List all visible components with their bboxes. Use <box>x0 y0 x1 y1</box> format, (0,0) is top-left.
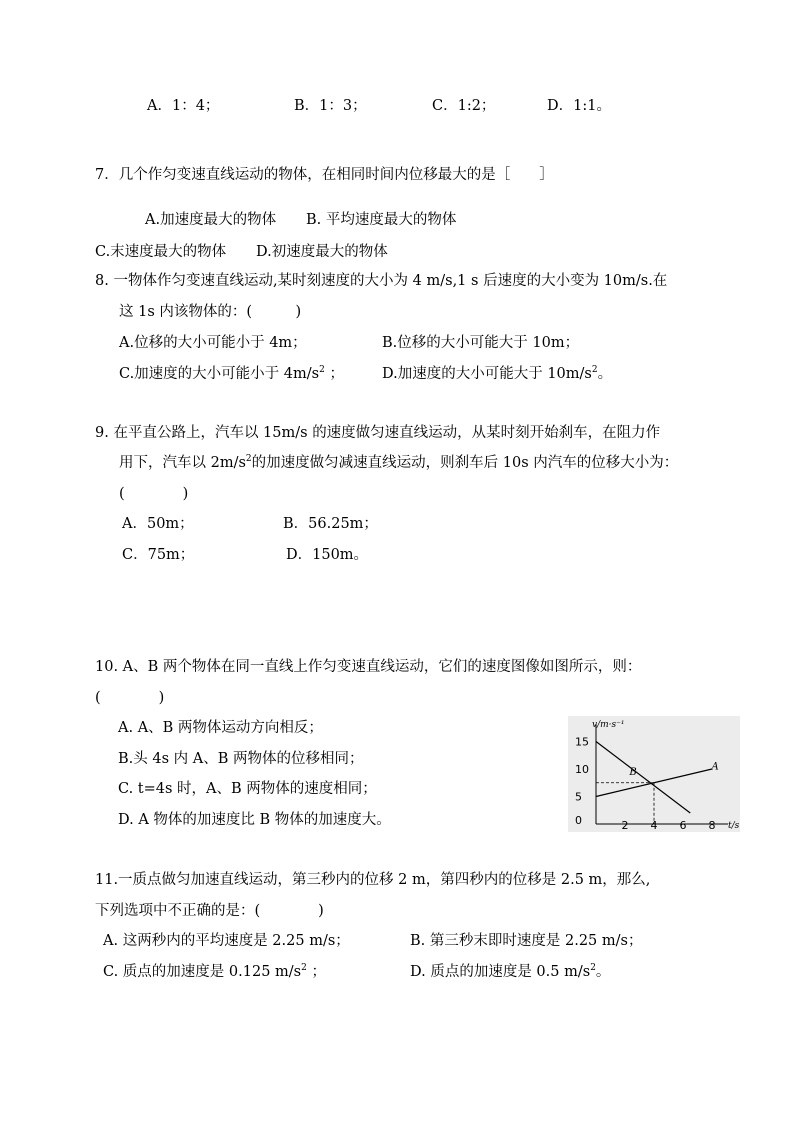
y-tick-label: 5 <box>575 790 582 804</box>
q10-stem-line2: ( ) <box>95 690 165 706</box>
q8-option-d: D.加速度的大小可能大于 $10m/s^2$。 <box>382 365 613 382</box>
velocity-time-graph <box>568 716 740 832</box>
q9-option-c: C．75m； <box>122 547 195 563</box>
q11-option-d: D. 质点的加速度是 0.5 $m/s^2$。 <box>410 963 611 980</box>
x-tick-label: 4 <box>650 819 658 832</box>
q6-option-b: B．1：3； <box>294 98 367 114</box>
q9-stem-line2: 用下，汽车以 $2m/s^2$的加速度做匀减速直线运动，则刹车后 10s 内汽车的位移大小为： <box>119 454 679 471</box>
q7-option-d: D.初速度最大的物体 <box>256 244 388 260</box>
q11-option-a: A. 这两秒内的平均速度是 2.25 m/s； <box>103 933 350 949</box>
q7-option-b: B. 平均速度最大的物体 <box>306 212 457 228</box>
q11-option-b: B. 第三秒末即时速度是 2.25 m/s； <box>410 933 643 949</box>
q11-stem-line1: 11.一质点做匀加速直线运动，第三秒内的位移 2 m，第四秒内的位移是 2.5 m，那么, <box>95 872 651 888</box>
series-label-b: B <box>629 767 637 779</box>
q10-option-a: A. A、B 两物体运动方向相反； <box>118 720 323 736</box>
q9-option-b: B．56.25m； <box>283 516 378 532</box>
q10-option-c: C. t=4s 时，A、B 两物体的速度相同； <box>118 781 377 797</box>
q8-stem-line1: 8. 一物体作匀变速直线运动,某时刻速度的大小为 4 m/s,1 s 后速度的大小变为 10m/s.在 <box>95 273 668 289</box>
q7-option-c: C.末速度最大的物体 <box>95 244 227 260</box>
q11-stem-line2: 下列选项中不正确的是：( ) <box>95 903 324 919</box>
q6-option-a: A．1：4； <box>147 98 220 114</box>
q9-option-a: A．50m； <box>122 516 194 532</box>
q11-option-c: C. 质点的加速度是 0.125 $m/s^2$ ； <box>103 963 326 980</box>
q6-option-c: C．1:2； <box>432 98 496 114</box>
y-tick-label: 10 <box>575 763 589 776</box>
q8-option-a: A.位移的大小可能小于 4m； <box>119 335 307 351</box>
x-tick-label: 2 <box>621 819 629 832</box>
q9-option-d: D．150m。 <box>286 547 369 563</box>
x-tick-label: 8 <box>708 819 716 832</box>
q8-stem-line2: 这 1s 内该物体的：( ) <box>119 304 302 320</box>
q10-option-b: B.头 4s 内 A、B 两物体的位移相同； <box>118 751 364 767</box>
y-tick-label: 0 <box>575 814 582 827</box>
y-axis-label: v/m·s⁻¹ <box>592 720 625 730</box>
q10-option-d: D. A 物体的加速度比 B 物体的加速度大。 <box>118 812 391 828</box>
x-axis-label: t/s <box>728 821 740 831</box>
q7-option-a: A.加速度最大的物体 <box>145 212 277 228</box>
q9-stem-line3: ( ) <box>119 486 189 502</box>
q7-stem: 7．几个作匀变速直线运动的物体，在相同时间内位移最大的是［ ］ <box>95 167 554 183</box>
q8-option-b: B.位移的大小可能大于 10m； <box>382 335 580 351</box>
y-tick-label: 15 <box>575 735 589 749</box>
x-tick-label: 6 <box>679 819 687 832</box>
q6-option-d: D．1:1。 <box>547 98 611 114</box>
q10-stem-line1: 10. A、B 两个物体在同一直线上作匀变速直线运动，它们的速度图像如图所示，则： <box>95 659 642 675</box>
series-label-a: A <box>711 761 719 773</box>
q9-stem-line1: 9. 在平直公路上，汽车以 15m/s 的速度做匀速直线运动，从某时刻开始刹车，在阻力作 <box>95 425 661 441</box>
q8-option-c: C.加速度的大小可能小于 $4m/s^2$ ； <box>119 365 344 382</box>
